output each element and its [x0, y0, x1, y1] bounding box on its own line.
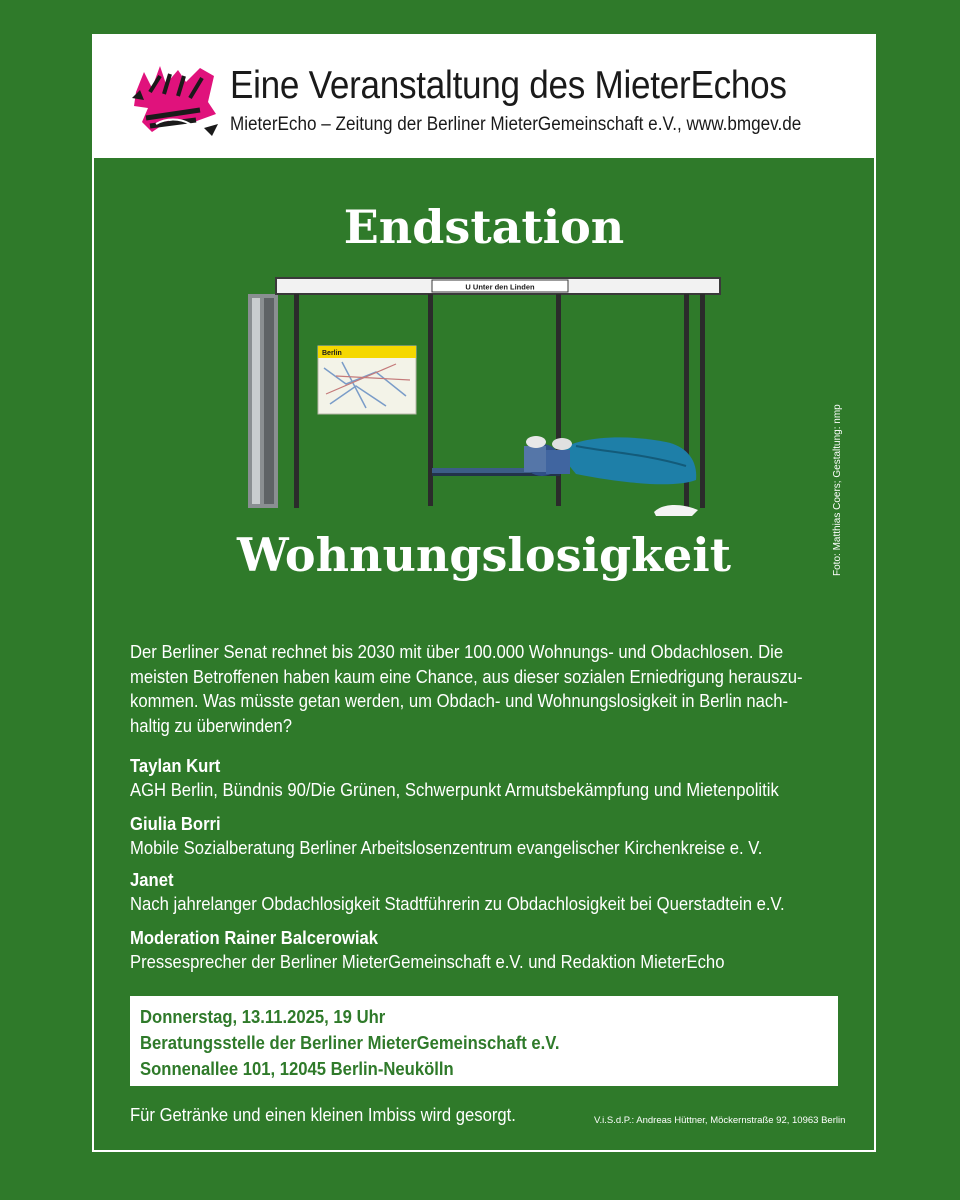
speaker-entry [130, 812, 762, 860]
speaker-entry [130, 868, 785, 916]
speaker-entry [130, 754, 779, 802]
speaker-role: Nach jahrelanger Obdachlosigkeit Stadtführerin zu Obdachlosigkeit bei Querstadtein e.V. [130, 893, 785, 914]
intro-line: Der Berliner Senat rechnet bis 2030 mit über 100.000 Wohnungs- und Obdachlosen. Die [130, 641, 784, 662]
map-title: Berlin [322, 350, 342, 357]
imprint: V.i.S.d.P.: Andreas Hüttner, Möckernstraße 92, 10963 Berlin [594, 1115, 846, 1126]
event-venue: Beratungsstelle der Berliner MieterGemeinschaft e.V. [140, 1032, 560, 1053]
speaker-name: Giulia Borri [130, 813, 221, 834]
mieterecho-logo [130, 62, 220, 138]
event-details-box [130, 996, 838, 1086]
header-banner [92, 34, 876, 158]
header-subtitle: MieterEcho – Zeitung der Berliner MieterGemeinschaft e.V., www.bmgev.de [230, 114, 802, 135]
intro-line: haltig zu überwinden? [130, 714, 292, 736]
speaker-role: Pressesprecher der Berliner MieterGemeinschaft e.V. und Redaktion MieterEcho [130, 951, 725, 972]
intro-line: kommen. Was müsste getan werden, um Obdach- und Wohnungslosigkeit in Berlin nach- [130, 690, 789, 711]
photo-credit: Foto: Matthias Coers; Gestaltung: nmp [832, 404, 843, 576]
headline-top: Endstation [343, 200, 625, 254]
bus-shelter-illustration [246, 276, 726, 522]
speaker-name: Janet [130, 869, 174, 890]
headline-bottom: Wohnungslosigkeit [237, 528, 731, 582]
refreshments-note: Für Getränke und einen kleinen Imbiss wird gesorgt. [130, 1104, 516, 1125]
intro-paragraph [130, 640, 841, 738]
speaker-role: Mobile Sozialberatung Berliner Arbeitslosenzentrum evangelischer Kirchenkreise e. V. [130, 837, 763, 858]
event-address: Sonnenallee 101, 12045 Berlin-Neukölln [140, 1058, 454, 1079]
intro-line: meisten Betroffenen haben kaum eine Chance, aus dieser sozialen Erniedrigung herauszu- [130, 665, 803, 687]
speaker-name: Taylan Kurt [130, 755, 221, 776]
event-date: Donnerstag, 13.11.2025, 19 Uhr [140, 1006, 386, 1027]
speaker-entry [130, 926, 724, 974]
speaker-name: Moderation Rainer Balcerowiak [130, 927, 378, 948]
header-title: Eine Veranstaltung des MieterEchos [230, 64, 787, 107]
speaker-role: AGH Berlin, Bündnis 90/Die Grünen, Schwerpunkt Armutsbekämpfung und Mietenpolitik [130, 779, 779, 800]
shelter-sign: U Unter den Linden [465, 282, 535, 292]
